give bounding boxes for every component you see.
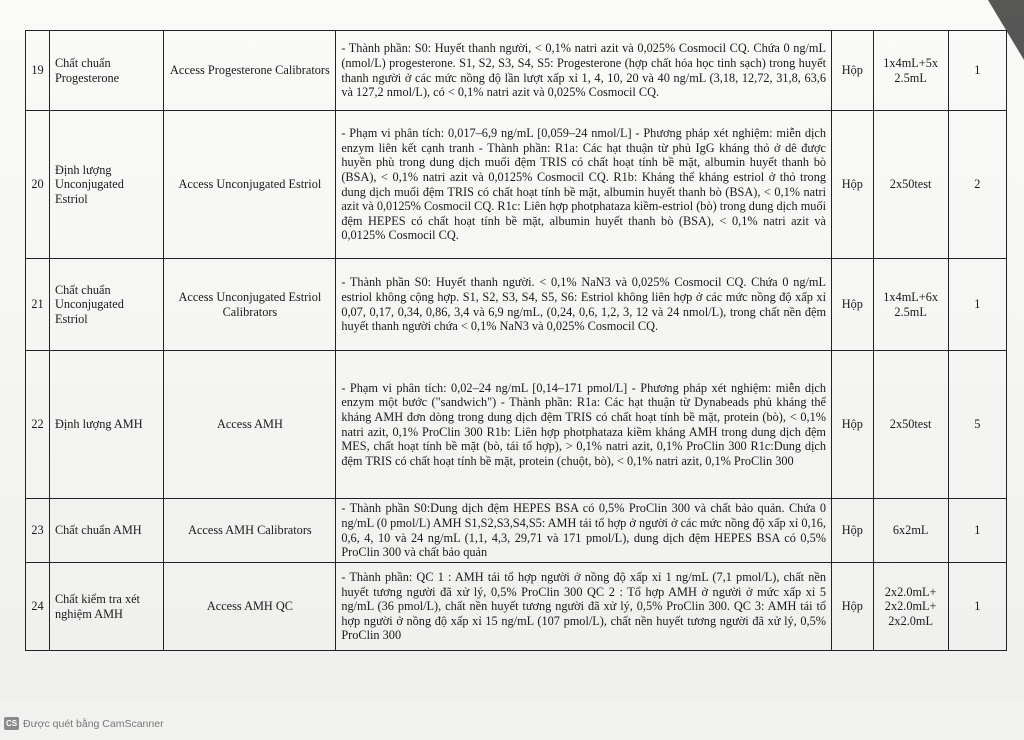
table-row xyxy=(26,259,1007,351)
item-quantity: 1 xyxy=(948,499,1006,563)
item-quantity: 1 xyxy=(948,31,1006,111)
item-spec: - Thành phần S0: Huyết thanh người. < 0,1% NaN3 và 0,025% Cosmocil CQ. Chứa 0 ng/mL estriol không cộng hợp. S1, S2, S3, S4, S5, S6: Estriol không liên hợp ở các mức nồng độ xấp xỉ 0,07, 0,17, 0,34, 0,86, 3,4 và 6,9 ng/mL, (0,24, 0,6, 1,2, 3, 12 và 24 nmol/L), trong chất nền đệm huyết thanh người chứa < 0,1% NaN3 và 0,025% Cosmocil CQ. xyxy=(336,259,832,351)
item-unit: Hộp xyxy=(832,563,874,651)
item-quantity: 1 xyxy=(948,259,1006,351)
item-spec: - Thành phần: QC 1 : AMH tái tổ hợp người ở nồng độ xấp xỉ 1 ng/mL (7,1 pmol/L), chất nền huyết tương người đã xử lý, 0,5% ProClin 300 QC 2 : Tổ hợp AMH ở người ở mức xấp xỉ 5 ng/mL (36 pmol/L), chất nền huyết tương người đã xử lý, 0,5% ProClin 300. QC 3: AMH tái tổ hợp người ở nồng độ xấp xỉ 15 ng/mL (107 pmol/L), chất nền huyết tương người đã xử lý, 0,5% ProClin 300 xyxy=(336,563,832,651)
table-row xyxy=(26,31,1007,111)
product-name: Access AMH QC xyxy=(164,563,336,651)
table-row xyxy=(26,111,1007,259)
item-name: Định lượng AMH xyxy=(49,351,164,499)
row-number: 24 xyxy=(26,563,50,651)
product-name: Access AMH Calibrators xyxy=(164,499,336,563)
item-unit: Hộp xyxy=(832,259,874,351)
item-unit: Hộp xyxy=(832,499,874,563)
product-name: Access Progesterone Calibrators xyxy=(164,31,336,111)
item-packaging: 6x2mL xyxy=(873,499,948,563)
item-name: Chất chuẩn Progesterone xyxy=(49,31,164,111)
item-name: Chất chuẩn AMH xyxy=(49,499,164,563)
item-quantity: 5 xyxy=(948,351,1006,499)
item-name: Chất chuẩn Unconjugated Estriol xyxy=(49,259,164,351)
product-name: Access AMH xyxy=(164,351,336,499)
item-spec: - Phạm vi phân tích: 0,017–6,9 ng/mL [0,059–24 nmol/L] - Phương pháp xét nghiệm: miễn dịch enzym liên kết cạnh tranh - Thành phần: R1a: Các hạt thuận từ phủ IgG kháng thỏ ở dê được huyền phù trong dung dịch muối đệm TRIS có chất hoạt tính bề mặt, albumin huyết thanh bò (BSA), < 0,1% natri azit và 0,0125% Cosmocil CQ. R1b: Kháng thể kháng estriol ở thỏ trong dung dịch muối đệm TRIS có chất hoạt tính bề mặt, albumin huyết thanh bò (BSA), < 0,1% natri azit và 0,0125% Cosmocil CQ. R1c: Liên hợp photphataza kiềm-estriol (bò) trong dung dịch muối đệm HEPES có chất hoạt tính bề mặt, albumin huyết thanh bò (BSA), < 0,1% natri azit và 0,0125% Cosmocil CQ. xyxy=(336,111,832,259)
row-number: 19 xyxy=(26,31,50,111)
item-packaging: 1x4mL+5x 2.5mL xyxy=(873,31,948,111)
item-name: Định lượng Unconjugated Estriol xyxy=(49,111,164,259)
row-number: 21 xyxy=(26,259,50,351)
item-name: Chất kiểm tra xét nghiệm AMH xyxy=(49,563,164,651)
product-name: Access Unconjugated Estriol xyxy=(164,111,336,259)
product-name: Access Unconjugated Estriol Calibrators xyxy=(164,259,336,351)
row-number: 23 xyxy=(26,499,50,563)
item-packaging: 2x50test xyxy=(873,111,948,259)
table-row xyxy=(26,351,1007,499)
item-quantity: 1 xyxy=(948,563,1006,651)
item-quantity: 2 xyxy=(948,111,1006,259)
row-number: 22 xyxy=(26,351,50,499)
item-spec: - Thành phần S0:Dung dịch đệm HEPES BSA có 0,5% ProClin 300 và chất bảo quản. Chứa 0 ng/mL (0 pmol/L) AMH S1,S2,S3,S4,S5: AMH tái tổ hợp ở người ở các mức nồng độ xấp xỉ 0,16, 0,6, 4, 10 và 24 ng/mL (1,1, 4,3, 29,71 và 171 pmol/L), dung dịch đệm HEPES BSA có 0,5% ProClin 300 và chất bảo quản xyxy=(336,499,832,563)
item-spec: - Phạm vi phân tích: 0,02–24 ng/mL [0,14–171 pmol/L] - Phương pháp xét nghiệm: miễn dịch enzym một bước ("sandwich") - Thành phần: R1a: Các hạt thuận từ Dynabeads phủ kháng thể kháng AMH đơn dòng trong dung dịch đệm TRIS có chất hoạt tính bề mặt, protein (bò), < 0,1% natri azit, 0,1% ProClin 300 R1b: Liên hợp photphataza kiềm kháng AMH trong dung dịch đệm MES, chất hoạt tính bề mặt (bò, tái tổ hợp), > 0,1% natri azit, 0,1% ProClin 300 R1c:Dung dịch đệm TRIS có chất hoạt tính bề mặt, protein (chuột, bò), < 0,1% natri azit, 0,1% ProClin 300 xyxy=(336,351,832,499)
item-unit: Hộp xyxy=(832,31,874,111)
camscanner-logo-icon: CS xyxy=(5,719,18,728)
watermark-text: Được quét bằng CamScanner xyxy=(23,717,164,730)
table-row xyxy=(26,499,1007,563)
row-number: 20 xyxy=(26,111,50,259)
item-packaging: 1x4mL+6x 2.5mL xyxy=(873,259,948,351)
item-unit: Hộp xyxy=(832,351,874,499)
item-packaging: 2x50test xyxy=(873,351,948,499)
table-row xyxy=(26,563,1007,651)
item-spec: - Thành phần: S0: Huyết thanh người, < 0,1% natri azit và 0,025% Cosmocil CQ. Chứa 0 ng/mL (nmol/L) progesterone. S1, S2, S3, S4, S5: Progesterone (hợp chất hóa học tinh sạch) trong huyết thanh người ở các mức nồng độ lần lượt xấp xỉ 1, 4, 10, 20 và 40 ng/mL (3,18, 12,72, 31,8, 63,6 và 127,2 nmol/L), có < 0,1% natri azit và 0,025% Cosmocil CQ. xyxy=(336,31,832,111)
scanner-watermark xyxy=(4,717,164,730)
item-packaging: 2x2.0mL+ 2x2.0mL+ 2x2.0mL xyxy=(873,563,948,651)
product-table xyxy=(25,30,1007,651)
item-unit: Hộp xyxy=(832,111,874,259)
